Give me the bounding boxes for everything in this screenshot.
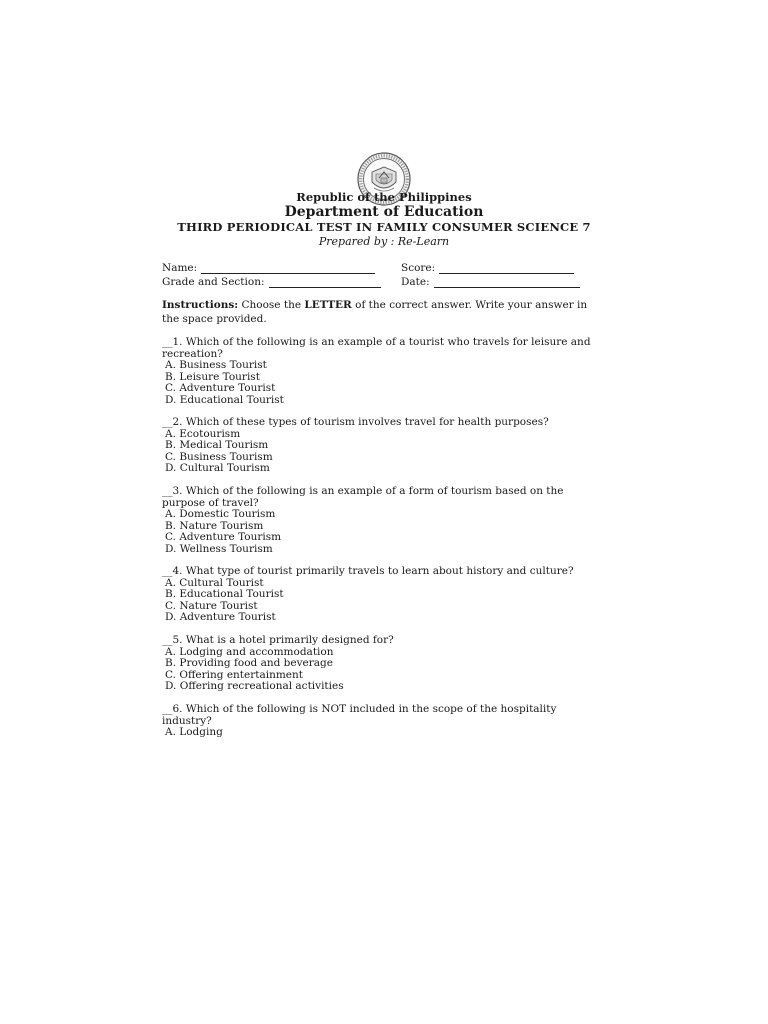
question-stem: __3. Which of the following is an example of a form of tourism based on the purpose of travel? [162,485,564,509]
answer-option: C. Nature Tourist [165,599,258,612]
question-4 [162,566,592,624]
answer-option: C. Business Tourism [165,450,273,463]
question-2 [162,417,592,475]
question-stem: __5. What is a hotel primarily designed for? [162,634,394,646]
prepared-by-line: Prepared by : Re-Learn [318,235,450,248]
score-blank[interactable] [439,263,574,274]
answer-option: D. Educational Tourist [165,393,284,406]
date-field [401,276,580,288]
answer-option: B. Providing food and beverage [165,657,333,669]
date-blank[interactable] [434,277,580,288]
answer-option: C. Adventure Tourist [165,382,276,394]
test-title: THIRD PERIODICAL TEST IN FAMILY CONSUMER SCIENCE 7 [177,220,591,234]
question-1 [162,337,592,406]
answer-option: B. Educational Tourist [165,588,284,600]
question-5 [162,635,592,693]
republic-heading: Republic of the Philippines [296,190,472,204]
grade-section-label: Grade and Section: [162,276,265,288]
question-stem: __2. Which of these types of tourism involves travel for health purposes? [162,416,549,428]
answer-option: B. Leisure Tourist [165,370,260,383]
answer-option: D. Offering recreational activities [165,680,344,692]
answer-option: A. Ecotourism [165,427,241,440]
answer-option: A. Domestic Tourism [165,508,276,520]
question-stem: __1. Which of the following is an example of a tourist who travels for leisure and recreation? [162,336,591,360]
answer-option: B. Medical Tourism [165,439,269,451]
answer-option: C. Adventure Tourism [165,531,282,543]
question-6 [162,704,592,739]
instructions-label: Instructions: [162,299,239,311]
answer-option: B. Nature Tourism [165,519,264,532]
answer-option: A. Business Tourist [165,359,267,371]
name-label: Name: [162,262,198,274]
answer-option: D. Wellness Tourism [165,542,273,555]
answer-option: A. Lodging [165,726,223,738]
answer-option: A. Cultural Tourist [165,576,264,589]
question-stem: __4. What type of tourist primarily travels to learn about history and culture? [162,565,574,577]
grade-section-blank[interactable] [269,277,381,288]
instructions-text-before: Choose the [241,299,305,311]
answer-option: A. Lodging and accommodation [165,645,334,658]
answer-option: D. Cultural Tourism [165,462,270,474]
score-field [401,262,574,274]
department-heading: Department of Education [284,204,484,220]
instructions-emphasis: LETTER [304,299,352,311]
grade-section-field [162,276,381,288]
score-label: Score: [401,262,436,274]
answer-option: C. Offering entertainment [165,668,303,681]
name-blank[interactable] [201,263,375,274]
instructions [162,299,592,326]
question-stem: __6. Which of the following is NOT included in the scope of the hospitality industry? [162,703,557,727]
answer-option: D. Adventure Tourist [165,611,276,623]
question-3 [162,486,592,555]
date-label: Date: [401,276,430,288]
name-field [162,262,375,274]
instructions-text-after: of the correct answer. Write your answer in the space provided. [162,299,588,325]
